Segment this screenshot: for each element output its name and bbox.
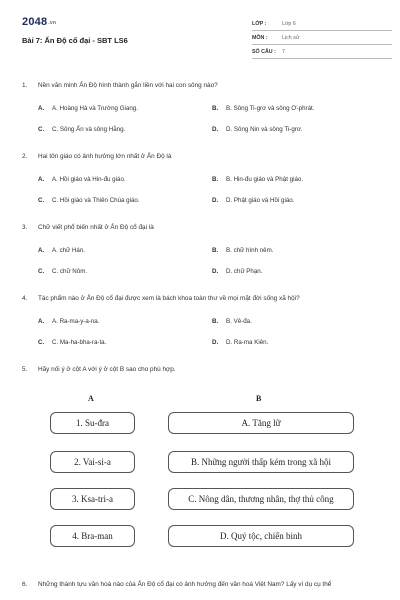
option-1d[interactable] (212, 126, 303, 133)
option-letter: D. (212, 126, 219, 133)
option-letter: B. (212, 105, 219, 112)
option-3d[interactable] (212, 268, 262, 275)
option-2a[interactable] (38, 176, 126, 183)
question-5 (22, 366, 176, 373)
option-1a[interactable] (38, 105, 138, 112)
option-letter: A. (38, 318, 45, 325)
document-header (22, 13, 392, 59)
option-text: C. Hồi giáo và Thiên Chúa giáo. (52, 197, 140, 204)
option-letter: B. (212, 247, 219, 254)
option-1c[interactable] (38, 126, 125, 133)
option-4d[interactable] (212, 339, 268, 346)
option-text: B. Hin-đu giáo và Phật giáo. (226, 176, 304, 183)
option-text: A. Hồi giáo và Hin-đu giáo. (52, 176, 126, 183)
question-6 (22, 580, 377, 589)
match-b-item[interactable]: D. Quý tộc, chiến binh (168, 525, 354, 547)
option-text: D. Phật giáo và Hồi giáo. (226, 197, 295, 204)
question-text: Những thành tựu văn hoá nào của Ấn Độ cổ đại có ảnh hưởng đến văn hoá Việt Nam? Lấy ví dụ cụ thể (38, 581, 332, 588)
option-3c[interactable] (38, 268, 87, 275)
column-a-heading: A (88, 394, 94, 403)
question-number: 4. (22, 295, 28, 302)
match-b-item[interactable]: B. Những người thấp kém trong xã hội (168, 451, 354, 473)
option-letter: C. (38, 126, 45, 133)
option-letter: D. (212, 197, 219, 204)
meta-key: LỚP : (252, 20, 267, 27)
match-a-item[interactable]: 3. Ksa-tri-a (50, 488, 135, 510)
logo-suffix: .vn (48, 20, 57, 26)
option-text: C. chữ Nôm. (52, 268, 88, 275)
question-text: Nền văn minh Ấn Độ hình thành gắn liền với hai con sông nào? (38, 82, 218, 89)
option-text: D. Sông Nin và sông Ti-grơ. (226, 126, 303, 133)
option-3a[interactable] (38, 247, 85, 254)
option-text: D. Ra-ma Kiên. (226, 339, 269, 346)
question-text: Hai tôn giáo có ảnh hưởng lớn nhất ở Ấn Độ là (38, 153, 172, 160)
option-4c[interactable] (38, 339, 106, 346)
match-a-item[interactable]: 1. Su-đra (50, 412, 135, 434)
match-a-item[interactable]: 4. Bra-man (50, 525, 135, 547)
question-number: 1. (22, 82, 28, 89)
document-title: Bài 7: Ấn Độ cổ đại - SBT LS6 (22, 36, 128, 45)
question-text: Hãy nối ý ở cột A với ý ở cột B sao cho phù hợp. (38, 366, 176, 373)
option-letter: C. (38, 197, 45, 204)
question-4 (22, 295, 300, 302)
logo-text: 2048 (22, 16, 48, 28)
option-2c[interactable] (38, 197, 140, 204)
question-number: 3. (22, 224, 28, 231)
option-letter: C. (38, 268, 45, 275)
option-letter: D. (212, 268, 219, 275)
option-letter: A. (38, 247, 45, 254)
option-letter: A. (38, 105, 45, 112)
option-3b[interactable] (212, 247, 273, 254)
question-1 (22, 82, 218, 89)
question-number: 6. (22, 581, 28, 588)
option-text: D. chữ Phạn. (226, 268, 263, 275)
option-1b[interactable] (212, 105, 314, 112)
meta-row-class (252, 17, 392, 31)
question-number: 5. (22, 366, 28, 373)
option-text: A. Ra-ma-y-a-na. (52, 318, 100, 325)
question-number: 2. (22, 153, 28, 160)
question-2 (22, 153, 171, 160)
option-text: C. Sông Ấn và sông Hằng. (52, 126, 126, 133)
column-b-heading: B (256, 394, 262, 403)
match-a-item[interactable]: 2. Vai-si-a (50, 451, 135, 473)
meta-row-subject (252, 31, 392, 45)
meta-table (252, 17, 392, 59)
question-3 (22, 224, 154, 231)
meta-key: MÔN : (252, 34, 268, 41)
option-2d[interactable] (212, 197, 294, 204)
meta-key: SỐ CÂU : (252, 48, 276, 55)
meta-value: Lịch sử (282, 34, 300, 41)
option-text: B. Vê-đa. (226, 318, 252, 325)
option-4b[interactable] (212, 318, 252, 325)
option-letter: C. (38, 339, 45, 346)
option-4a[interactable] (38, 318, 99, 325)
option-letter: D. (212, 339, 219, 346)
site-logo[interactable] (22, 16, 56, 28)
meta-value: Lớp 6 (282, 20, 296, 27)
question-text: Chữ viết phổ biến nhất ở Ấn Độ cổ đại là (38, 224, 154, 231)
option-letter: A. (38, 176, 45, 183)
option-letter: B. (212, 318, 219, 325)
match-b-item[interactable]: A. Tăng lữ (168, 412, 354, 434)
option-text: B. Sông Ti-grơ và sông Ơ-phrát. (226, 105, 315, 112)
option-letter: B. (212, 176, 219, 183)
question-text: Tác phẩm nào ở Ấn Độ cổ đại được xem là bách khoa toàn thư về mọi mặt đời sống xã hội? (38, 295, 300, 302)
option-2b[interactable] (212, 176, 303, 183)
option-text: A. Hoàng Hà và Trường Giang. (52, 105, 138, 112)
option-text: A. chữ Hán. (52, 247, 86, 254)
meta-value: 7 (282, 48, 285, 55)
option-text: B. chữ hình nêm. (226, 247, 274, 254)
option-text: C. Ma-ha-bha-ra-ta. (52, 339, 107, 346)
match-b-item[interactable]: C. Nông dân, thương nhân, thợ thủ công (168, 488, 354, 510)
meta-row-count (252, 45, 392, 59)
